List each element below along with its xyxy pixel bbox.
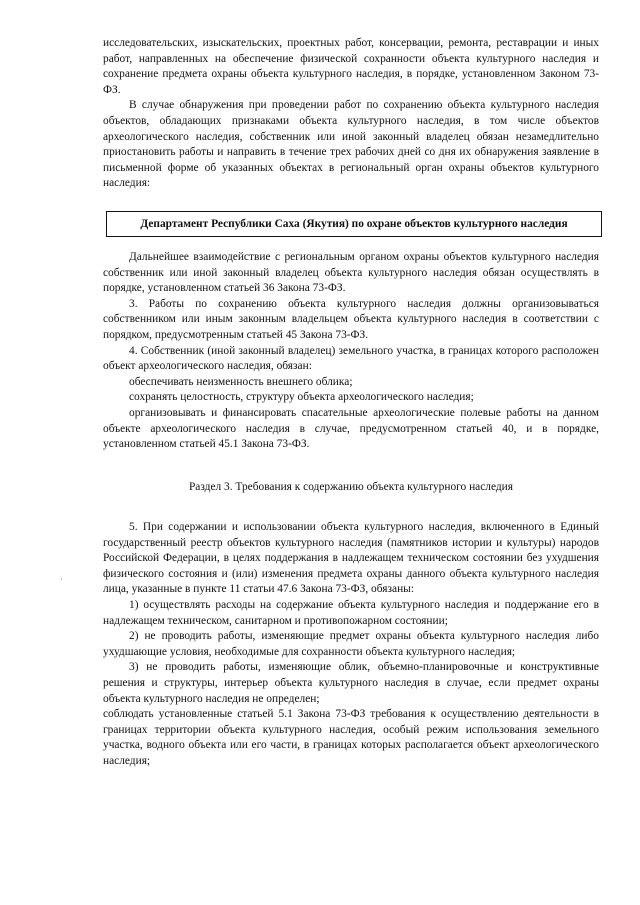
paragraph-subitem-3: 3) не проводить работы, изменяющие облик, объемно-планировочные и конструктивные решения и структуры, интерьер объекта культурного наследия в случае, если предмет охраны объекта культурного наследия не определен; (103, 661, 599, 705)
paragraph-item-3: 3. Работы по сохранению объекта культурного наследия должны организовываться собственником или иным законным владельцем объекта культурного наследия в соответствии с порядком, предусмотренным статьей 45 Закона 73-ФЗ. (103, 297, 599, 341)
paragraph-interaction: Дальнейшее взаимодействие с региональным органом охраны объектов культурного наследия собственник или иной законный владелец объекта культурного наследия обязан осуществлять в порядке, установленном статьей 36 Закона 73-ФЗ. (103, 251, 599, 295)
paragraph-discovery-notice: В случае обнаружения при проведении работ по сохранению объекта культурного наследия объектов, обладающих признаками объекта культурного наследия, в том числе объектов археологического наследия, собственник или иной законный владелец обязан незамедлительно приостановить работы и направить в течение трех рабочих дней со дня их обнаружения заявление в письменной форме об указанных объектах в региональный орган охраны объектов культурного наследия: (103, 99, 599, 190)
scan-mark: · (60, 575, 63, 584)
paragraph-duty-appearance: обеспечивать неизменность внешнего облика; (129, 375, 353, 388)
text-block-top (103, 36, 599, 192)
text-block-bottom (103, 520, 599, 770)
paragraph-duty-rescue-works: организовывать и финансировать спасательные археологические полевые работы на данном объекте археологического наследия в случае, предусмотренном статьей 40, и в порядке, установленном статьей 45.1 Закона 73-ФЗ. (103, 406, 599, 451)
paragraph-territory-requirements: соблюдать установленные статьей 5.1 Закона 73-ФЗ требования к осуществлению деятельности в границах территории объекта культурного наследия, особый режим использования земельного участка, водного объекта или его части, в границах которых располагается объект археологического наследия; (103, 708, 599, 767)
paragraph-subitem-1: 1) осуществлять расходы на содержание объекта культурного наследия и поддержание его в надлежащем техническом, санитарном и противопожарном состоянии; (103, 598, 599, 627)
paragraph-continuation: исследовательских, изыскательских, проектных работ, консервации, ремонта, реставрации и иных работ, направленных на обеспечение физической сохранности объекта культурного наследия и сохранение предмета охраны объекта культурного наследия, в порядке, установленном Законом 73-ФЗ. (103, 37, 599, 96)
section-heading: Раздел 3. Требования к содержанию объекта культурного наследия (188, 481, 514, 493)
paragraph-subitem-2: 2) не проводить работы, изменяющие предмет охраны объекта культурного наследия либо ухудшающие условия, необходимые для сохранности объекта культурного наследия; (103, 630, 599, 658)
paragraph-item-5: 5. При содержании и использовании объекта культурного наследия, включенного в Единый государственный реестр объектов культурного наследия (памятников истории и культуры) народов Российской Федерации, в целях поддержания в надлежащем техническом состоянии без ухудшения физического состояния и (или) изменения предмета охраны данного объекта культурного наследия лица, указанные в пункте 11 статьи 47.6 Закона 73-ФЗ, обязаны: (103, 521, 599, 596)
text-block-middle (103, 250, 599, 453)
authority-name-box: Департамент Республики Саха (Якутия) по охране объектов культурного наследия (106, 211, 602, 237)
paragraph-duty-integrity: сохранять целостность, структуру объекта археологического наследия; (129, 391, 474, 404)
paragraph-item-4: 4. Собственник (иной законный владелец) земельного участка, в границах которого расположен объект археологического наследия, обязан: (103, 344, 599, 373)
